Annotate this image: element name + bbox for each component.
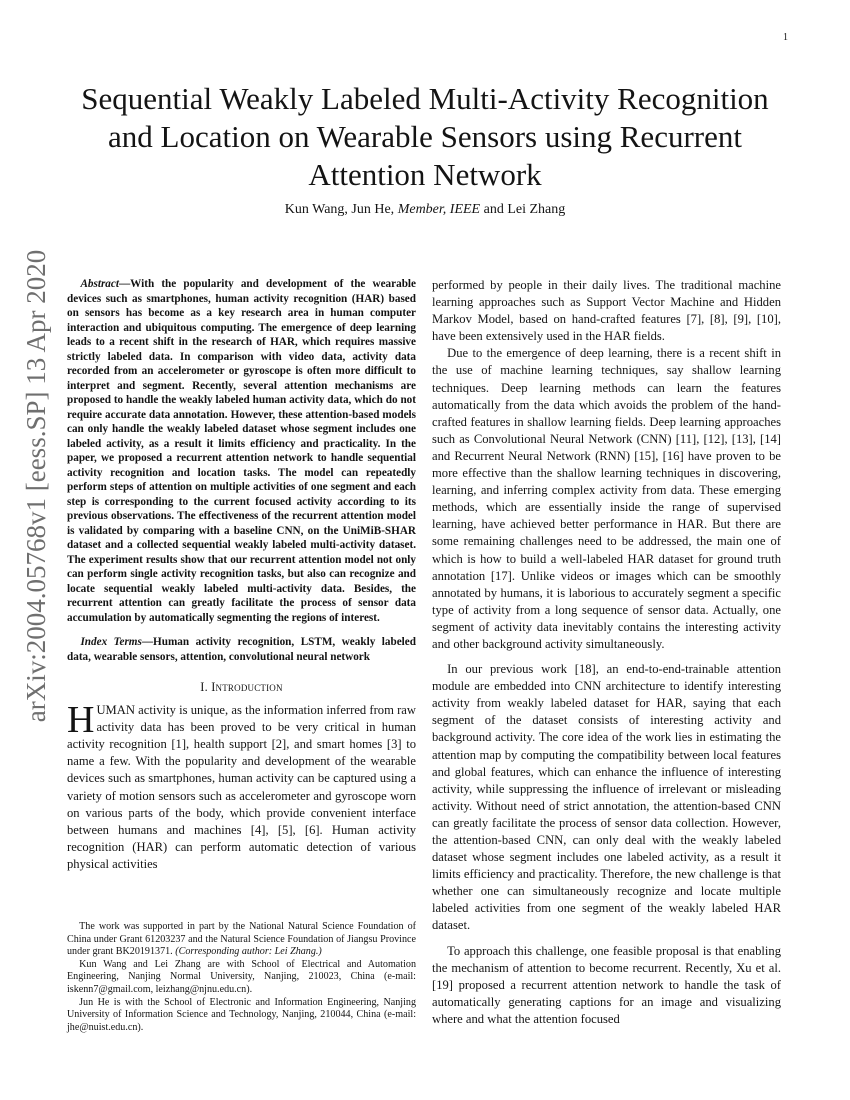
paper-title: Sequential Weakly Labeled Multi-Activity Recognition and Location on Wearable Sensors using Recurrent Attention Network [81, 81, 769, 192]
footnote-funding-text: The work was supported in part by the National Natural Science Foundation of China under Grant 61203237 and the Natural Science Foundation of Jiangsu Province under grant BK20191371. [67, 921, 416, 958]
section-number: I. [200, 680, 212, 694]
index-terms-text: —Human activity recognition, LSTM, weakly labeled data, wearable sensors, attention, convolutional neural network [67, 636, 416, 663]
footnote-funding [67, 921, 416, 959]
intro-paragraph-1-continued: performed by people in their daily lives. The traditional machine learning approaches such as Support Vector Machine and Hidden Markov Model, based on hand-crafted features [7], [8], [9], [10], have been extensively used in the HAR fields. [432, 278, 781, 344]
abstract-text: —With the popularity and development of the wearable devices such as smartphones, human activity recognition (HAR) based on sensors has become as a key research area in human computer interaction and ubiquitous computing. The emergence of deep learning leads to a recent shift in the research of HAR, which requires massive strictly labeled data. In comparison with video data, activity data recorded from an accelerometer or gyroscope is often more difficult to interpret and segment. Recently, several attention mechanisms are proposed to handle the weakly labeled human activity data, which do not require accurate data annotation. However, these attention-based models can only handle the weakly labeled dataset whose segment includes one labeled activity, as a result it limits efficiency and practicality. In the paper, we proposed a recurrent attention network to handle sequential activity recognition and location tasks. The model can repeatedly perform steps of attention on multiple activities of one segment and each step is corresponding to the current focused activity according to its previous observations. The effectiveness of the recurrent attention model is validated by comparing with a baseline CNN, on the UniMiB-SHAR dataset and a collected sequential weakly labeled multi-activity dataset. The experiment results show that our recurrent attention model not only can perform single activity recognition tasks, but also can recognize and locate sequential weakly labeled multi-activity data. Besides, the recurrent attention can greatly facilitate the process of sensor data accumulation by automatically segmenting the regions of interest. [67, 278, 416, 624]
footnote-affiliation-2: Jun He is with the School of Electronic and Information Engineering, Nanjing University of Information Science and Technology, Nanjing, 210044, China (e-mail: jhe@nuist.edu.cn). [67, 996, 416, 1033]
author-line [80, 202, 770, 218]
footnote-affiliation-1: Kun Wang and Lei Zhang are with School of Electrical and Automation Engineering, Nanjing Normal University, Nanjing, 210023, China (e-mail: iskenn7@gmail.com, leizhang@njnu.edu.cn). [67, 958, 416, 995]
author-names-last: and Lei Zhang [480, 202, 566, 217]
intro-paragraph-1 [67, 699, 416, 873]
intro-paragraph-1-text: UMAN activity is unique, as the information inferred from raw activity data has been proved to be very critical in human activity recognition [1], health support [2], and smart homes [3] to name a few. With the popularity and development of the wearable devices such as smartphones, human activity can be captured using a variety of motion sensors such as accelerometer and gyroscope worn on various parts of the body, which provide convenient interface between humans and machines [4], [5], [6]. Human activity recognition (HAR) can perform automatic detection of various physical activities [67, 703, 416, 871]
intro-paragraph-3: In our previous work [18], an end-to-end-trainable attention module are embedded into CNN architecture to identify interesting activity from weakly labeled dataset for HAR, saying that each segment of the dataset consists of interesting activity and background activity. The core idea of the work lies in estimating the attention map by computing the compatibility between local features and global features, which can enhance the influence of interesting activity, while suppressing the influence of irrelevant or misleading activity. Without need of strict annotation, the attention-based CNN can greatly facilitate the process of sensor data collection. However, the attention-based CNN, can only deal with the weakly labeled dataset whose segment includes one labeled activity, as a result it limits efficiency and practicality. Therefore, the new challenge is that whether one can simultaneously recognize and locate multiple labeled activities from one segment of the weakly labeled HAR dataset. [432, 662, 781, 933]
abstract [67, 277, 416, 625]
arxiv-identifier: arXiv:2004.05768v1 [eess.SP] 13 Apr 2020 [21, 249, 51, 723]
footnote-corresponding-author: (Corresponding author: Lei Zhang.) [175, 946, 322, 958]
index-terms [67, 635, 416, 664]
index-terms-label: Index Terms [80, 636, 142, 648]
intro-paragraph-2: Due to the emergence of deep learning, there is a recent shift in the use of machine learning techniques, say shallow learning techniques. Deep learning methods can learn the features automatically from the data which avoids the problem of the hand-crafted features in shallow learning fields. Deep learning approaches such as Convolutional Neural Network (CNN) [11], [12], [13], [14] and Recurrent Neural Network (RNN) [15], [16] have proven to be more effective than the shallow learning techniques in discovering, learning, and inferring complex activity from data. These emerging methods, which are essentially inside the range of supervised learning, have achieved better performance in HAR. But there are some remaining challenges need to be addressed, the main one of which is how to build a well-labeled HAR dataset for ground truth annotation [17]. Unlike videos or images which can be smoothly annotated by humans, it is laborious to accurately segment a specific type of activity from a long sequence of sensor data. Actually, one segment of activity data inevitably contains the interesting activity and other background activity simultaneously. [432, 346, 781, 651]
left-column [67, 277, 416, 873]
page-number: 1 [783, 32, 788, 43]
author-membership: Member, IEEE [397, 202, 481, 217]
drop-cap: H [67, 699, 95, 742]
author-names-first: Kun Wang, Jun He, [284, 202, 398, 217]
abstract-label: Abstract [80, 278, 119, 290]
section-title: Introduction [211, 680, 283, 694]
right-column [432, 277, 781, 1028]
intro-paragraph-4: To approach this challenge, one feasible proposal is that enabling the mechanism of attention to become recurrent. Recently, Xu et al. [19] proposed a recurrent attention network to handle the task of automatically generating captions for an image and visualizing where and what the attention focused [432, 943, 781, 1026]
footnotes [67, 921, 416, 1034]
section-heading-introduction [67, 679, 416, 696]
